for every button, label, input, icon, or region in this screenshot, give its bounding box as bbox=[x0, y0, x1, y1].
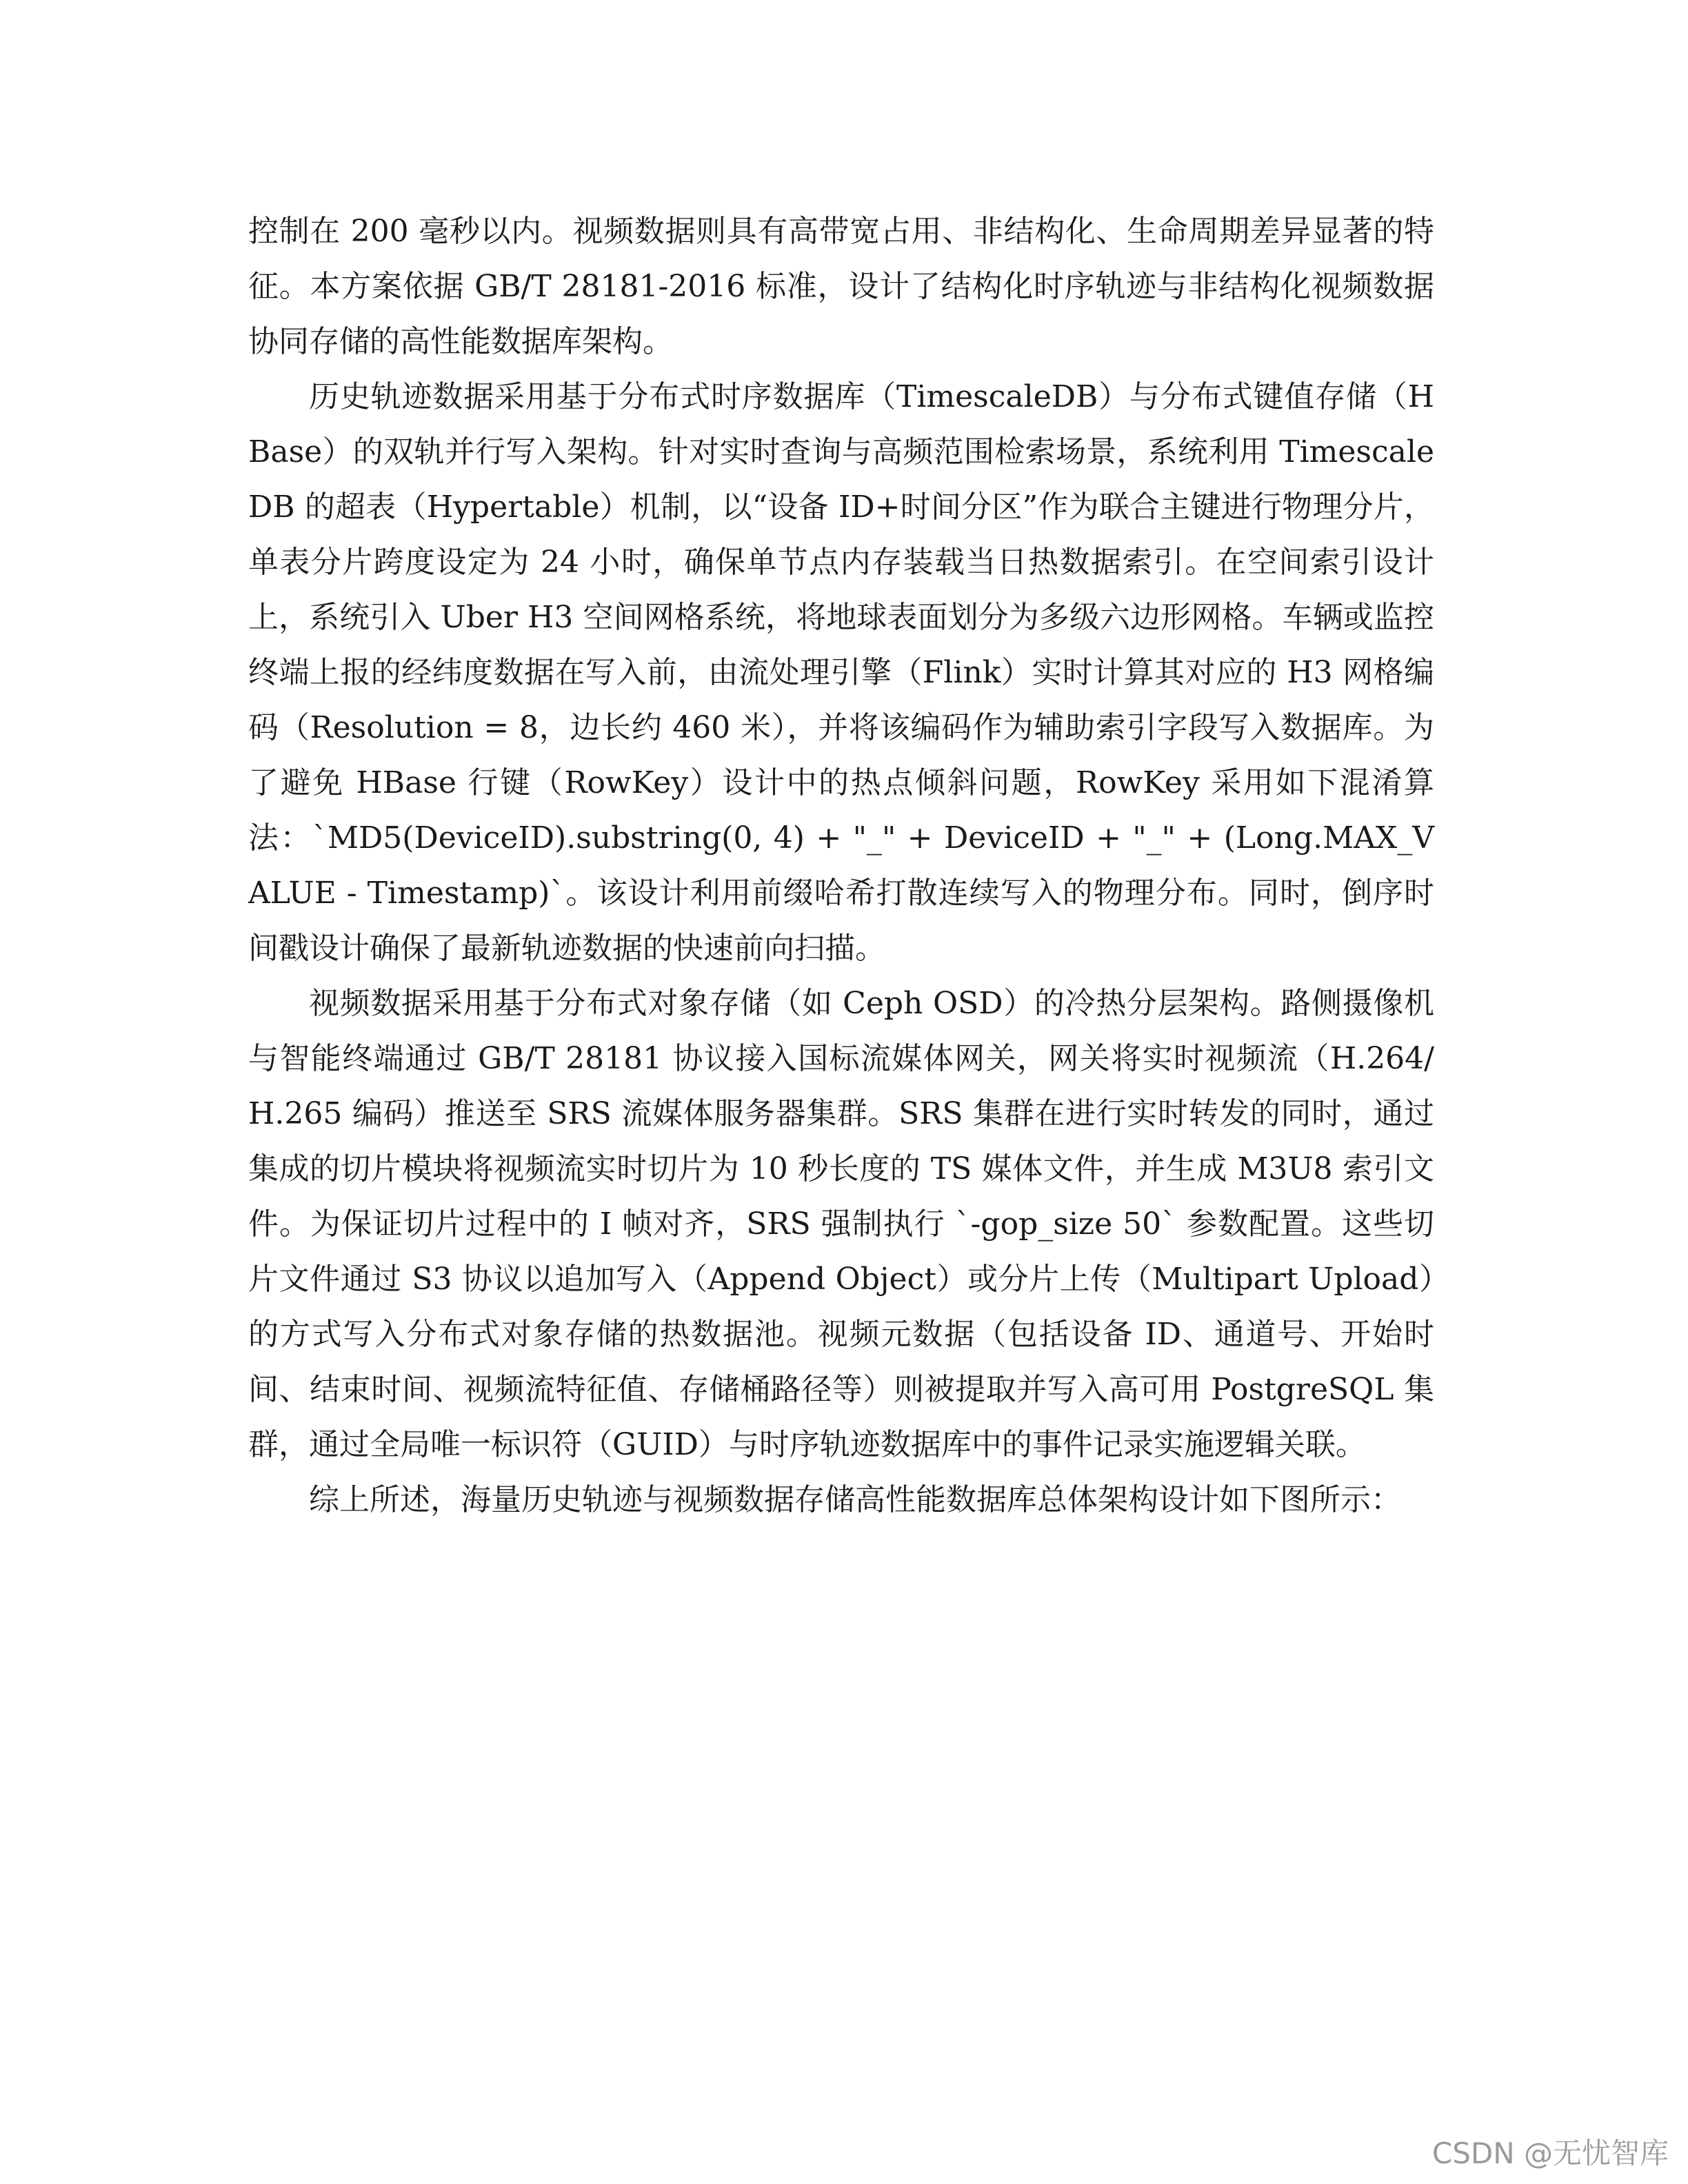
document-body bbox=[248, 204, 1434, 1528]
paragraph-continuation: 控制在 200 毫秒以内。视频数据则具有高带宽占用、非结构化、生命周期差异显著的特征。本方案依据 GB/T 28181-2016 标准，设计了结构化时序轨迹与非结构化视频数据协同存储的高性能数据库架构。 bbox=[248, 214, 1434, 359]
paragraph-trajectory-storage: 历史轨迹数据采用基于分布式时序数据库（TimescaleDB）与分布式键值存储（HBase）的双轨并行写入架构。针对实时查询与高频范围检索场景，系统利用 TimescaleDB 的超表（Hypertable）机制，以“设备 ID+时间分区”作为联合主键进行物理分片，单表分片跨度设定为 24 小时，确保单节点内存装载当日热数据索引。在空间索引设计上，系统引入 Uber H3 空间网格系统，将地球表面划分为多级六边形网格。车辆或监控终端上报的经纬度数据在写入前，由流处理引擎（Flink）实时计算其对应的 H3 网格编码（Resolution = 8，边长约 460 米），并将该编码作为辅助索引字段写入数据库。为了避免 HBase 行键（RowKey）设计中的热点倾斜问题，RowKey 采用如下混淆算法：`MD5(DeviceID).substring(0, 4) + "_" + DeviceID + "_" + (Long.MAX_VALUE - Timestamp)`。该设计利用前缀哈希打散连续写入的物理分布。同时，倒序时间戳设计确保了最新轨迹数据的快速前向扫描。 bbox=[248, 379, 1434, 966]
paragraph-video-storage: 视频数据采用基于分布式对象存储（如 Ceph OSD）的冷热分层架构。路侧摄像机与智能终端通过 GB/T 28181 协议接入国标流媒体网关，网关将实时视频流（H.264/H.265 编码）推送至 SRS 流媒体服务器集群。SRS 集群在进行实时转发的同时，通过集成的切片模块将视频流实时切片为 10 秒长度的 TS 媒体文件，并生成 M3U8 索引文件。为保证切片过程中的 I 帧对齐，SRS 强制执行 `-gop_size 50` 参数配置。这些切片文件通过 S3 协议以追加写入（Append Object）或分片上传（Multipart Upload）的方式写入分布式对象存储的热数据池。视频元数据（包括设备 ID、通道号、开始时间、结束时间、视频流特征值、存储桶路径等）则被提取并写入高可用 PostgreSQL 集群，通过全局唯一标识符（GUID）与时序轨迹数据库中的事件记录实施逻辑关联。 bbox=[248, 986, 1434, 1462]
paragraph-summary: 综上所述，海量历史轨迹与视频数据存储高性能数据库总体架构设计如下图所示： bbox=[309, 1482, 1401, 1517]
csdn-watermark: CSDN @无忧智库 bbox=[1431, 2136, 1669, 2170]
